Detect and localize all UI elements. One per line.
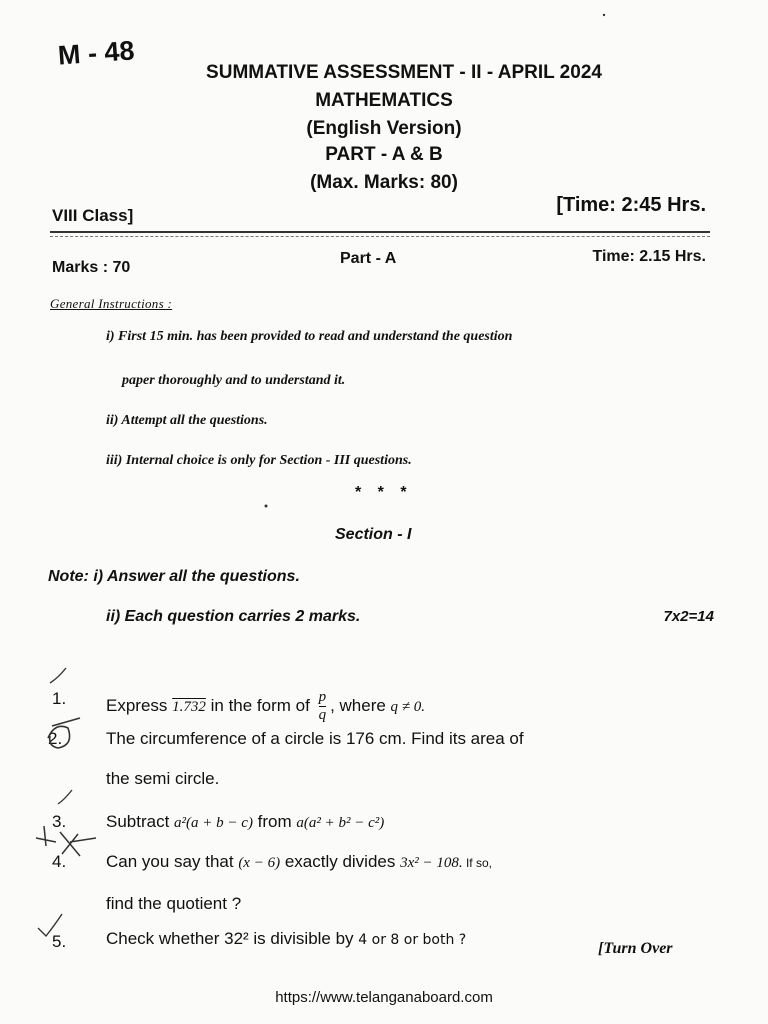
- question-number: 4.: [52, 852, 67, 871]
- question-4-text-cont: find the quotient ?: [106, 894, 242, 913]
- instruction-item: i) First 15 min. has been provided to read and understand the question: [106, 329, 513, 344]
- speck: [603, 14, 605, 16]
- question-2-text: The circumference of a circle is 176 cm. Find its area of: [106, 729, 524, 748]
- section-title: Section - I: [335, 526, 412, 543]
- question-text: Express: [106, 695, 173, 715]
- math-expression: (x − 6): [238, 855, 281, 871]
- instruction-item: ii) Attempt all the questions.: [106, 413, 268, 428]
- tick-mark-1: [50, 668, 66, 683]
- total-time-label: [Time: 2:45 Hrs.: [556, 194, 706, 216]
- speck: [265, 505, 268, 508]
- question-text: from: [252, 812, 297, 831]
- math-expression: q ≠ 0.: [390, 698, 426, 715]
- tick-mark-2b: [58, 790, 72, 804]
- instruction-item: paper thoroughly and to understand it.: [122, 373, 346, 388]
- section-note-2: ii) Each question carries 2 marks.: [106, 608, 361, 625]
- fraction: [319, 689, 327, 724]
- part-label: PART - A & B: [325, 144, 443, 165]
- header-divider-dashed: [50, 236, 710, 237]
- max-marks-label: (Max. Marks: 80): [310, 172, 458, 193]
- question-4-text: [106, 852, 492, 872]
- fraction-denominator: q: [318, 707, 327, 723]
- fraction-numerator: p: [318, 689, 327, 705]
- question-number: 3.: [52, 812, 67, 831]
- question-number: 2.: [48, 729, 63, 748]
- question-1-text: [106, 689, 425, 724]
- class-label: VIII Class]: [52, 206, 134, 225]
- version-label: (English Version): [306, 118, 462, 139]
- question-text: If so,: [462, 856, 492, 870]
- math-expression: 4 or 8 or both ?: [358, 932, 467, 948]
- question-number: 1.: [52, 689, 67, 708]
- instruction-item: iii) Internal choice is only for Section - III questions.: [106, 453, 412, 468]
- math-expression: a²(a + b − c): [174, 815, 253, 831]
- question-text: Check whether 32² is divisible by: [106, 929, 359, 948]
- separator-stars: * * *: [355, 484, 413, 501]
- math-expression: 3x² − 108.: [400, 855, 463, 871]
- question-text: exactly divides: [280, 852, 401, 871]
- paper-code: M - 48: [57, 35, 136, 71]
- question-text: Can you say that: [106, 852, 239, 871]
- section-note-1: Note: i) Answer all the questions.: [48, 568, 300, 585]
- section-marks-total: 7x2=14: [663, 608, 714, 625]
- question-3-text: [106, 812, 384, 832]
- question-2-text-cont: the semi circle.: [106, 769, 220, 788]
- question-text: Subtract: [106, 812, 175, 831]
- instructions-heading: General Instructions :: [50, 296, 173, 311]
- part-a-time: Time: 2.15 Hrs.: [592, 248, 706, 265]
- question-number: 5.: [52, 932, 67, 951]
- turn-over-label: [Turn Over: [598, 940, 673, 957]
- question-5-text: [106, 929, 466, 949]
- part-a-marks: Marks : 70: [52, 259, 131, 276]
- question-text: , where: [330, 695, 391, 715]
- question-text: in the form of: [205, 695, 315, 715]
- math-expression: a(a² + b² − c²): [296, 815, 385, 831]
- header-divider: [50, 231, 710, 233]
- footer-url: https://www.telanganaboard.com: [275, 989, 493, 1006]
- exam-title: SUMMATIVE ASSESSMENT - II - APRIL 2024: [206, 62, 602, 83]
- subject-title: MATHEMATICS: [315, 90, 453, 111]
- part-a-title: Part - A: [340, 250, 397, 267]
- math-expression: 1.732: [172, 698, 206, 715]
